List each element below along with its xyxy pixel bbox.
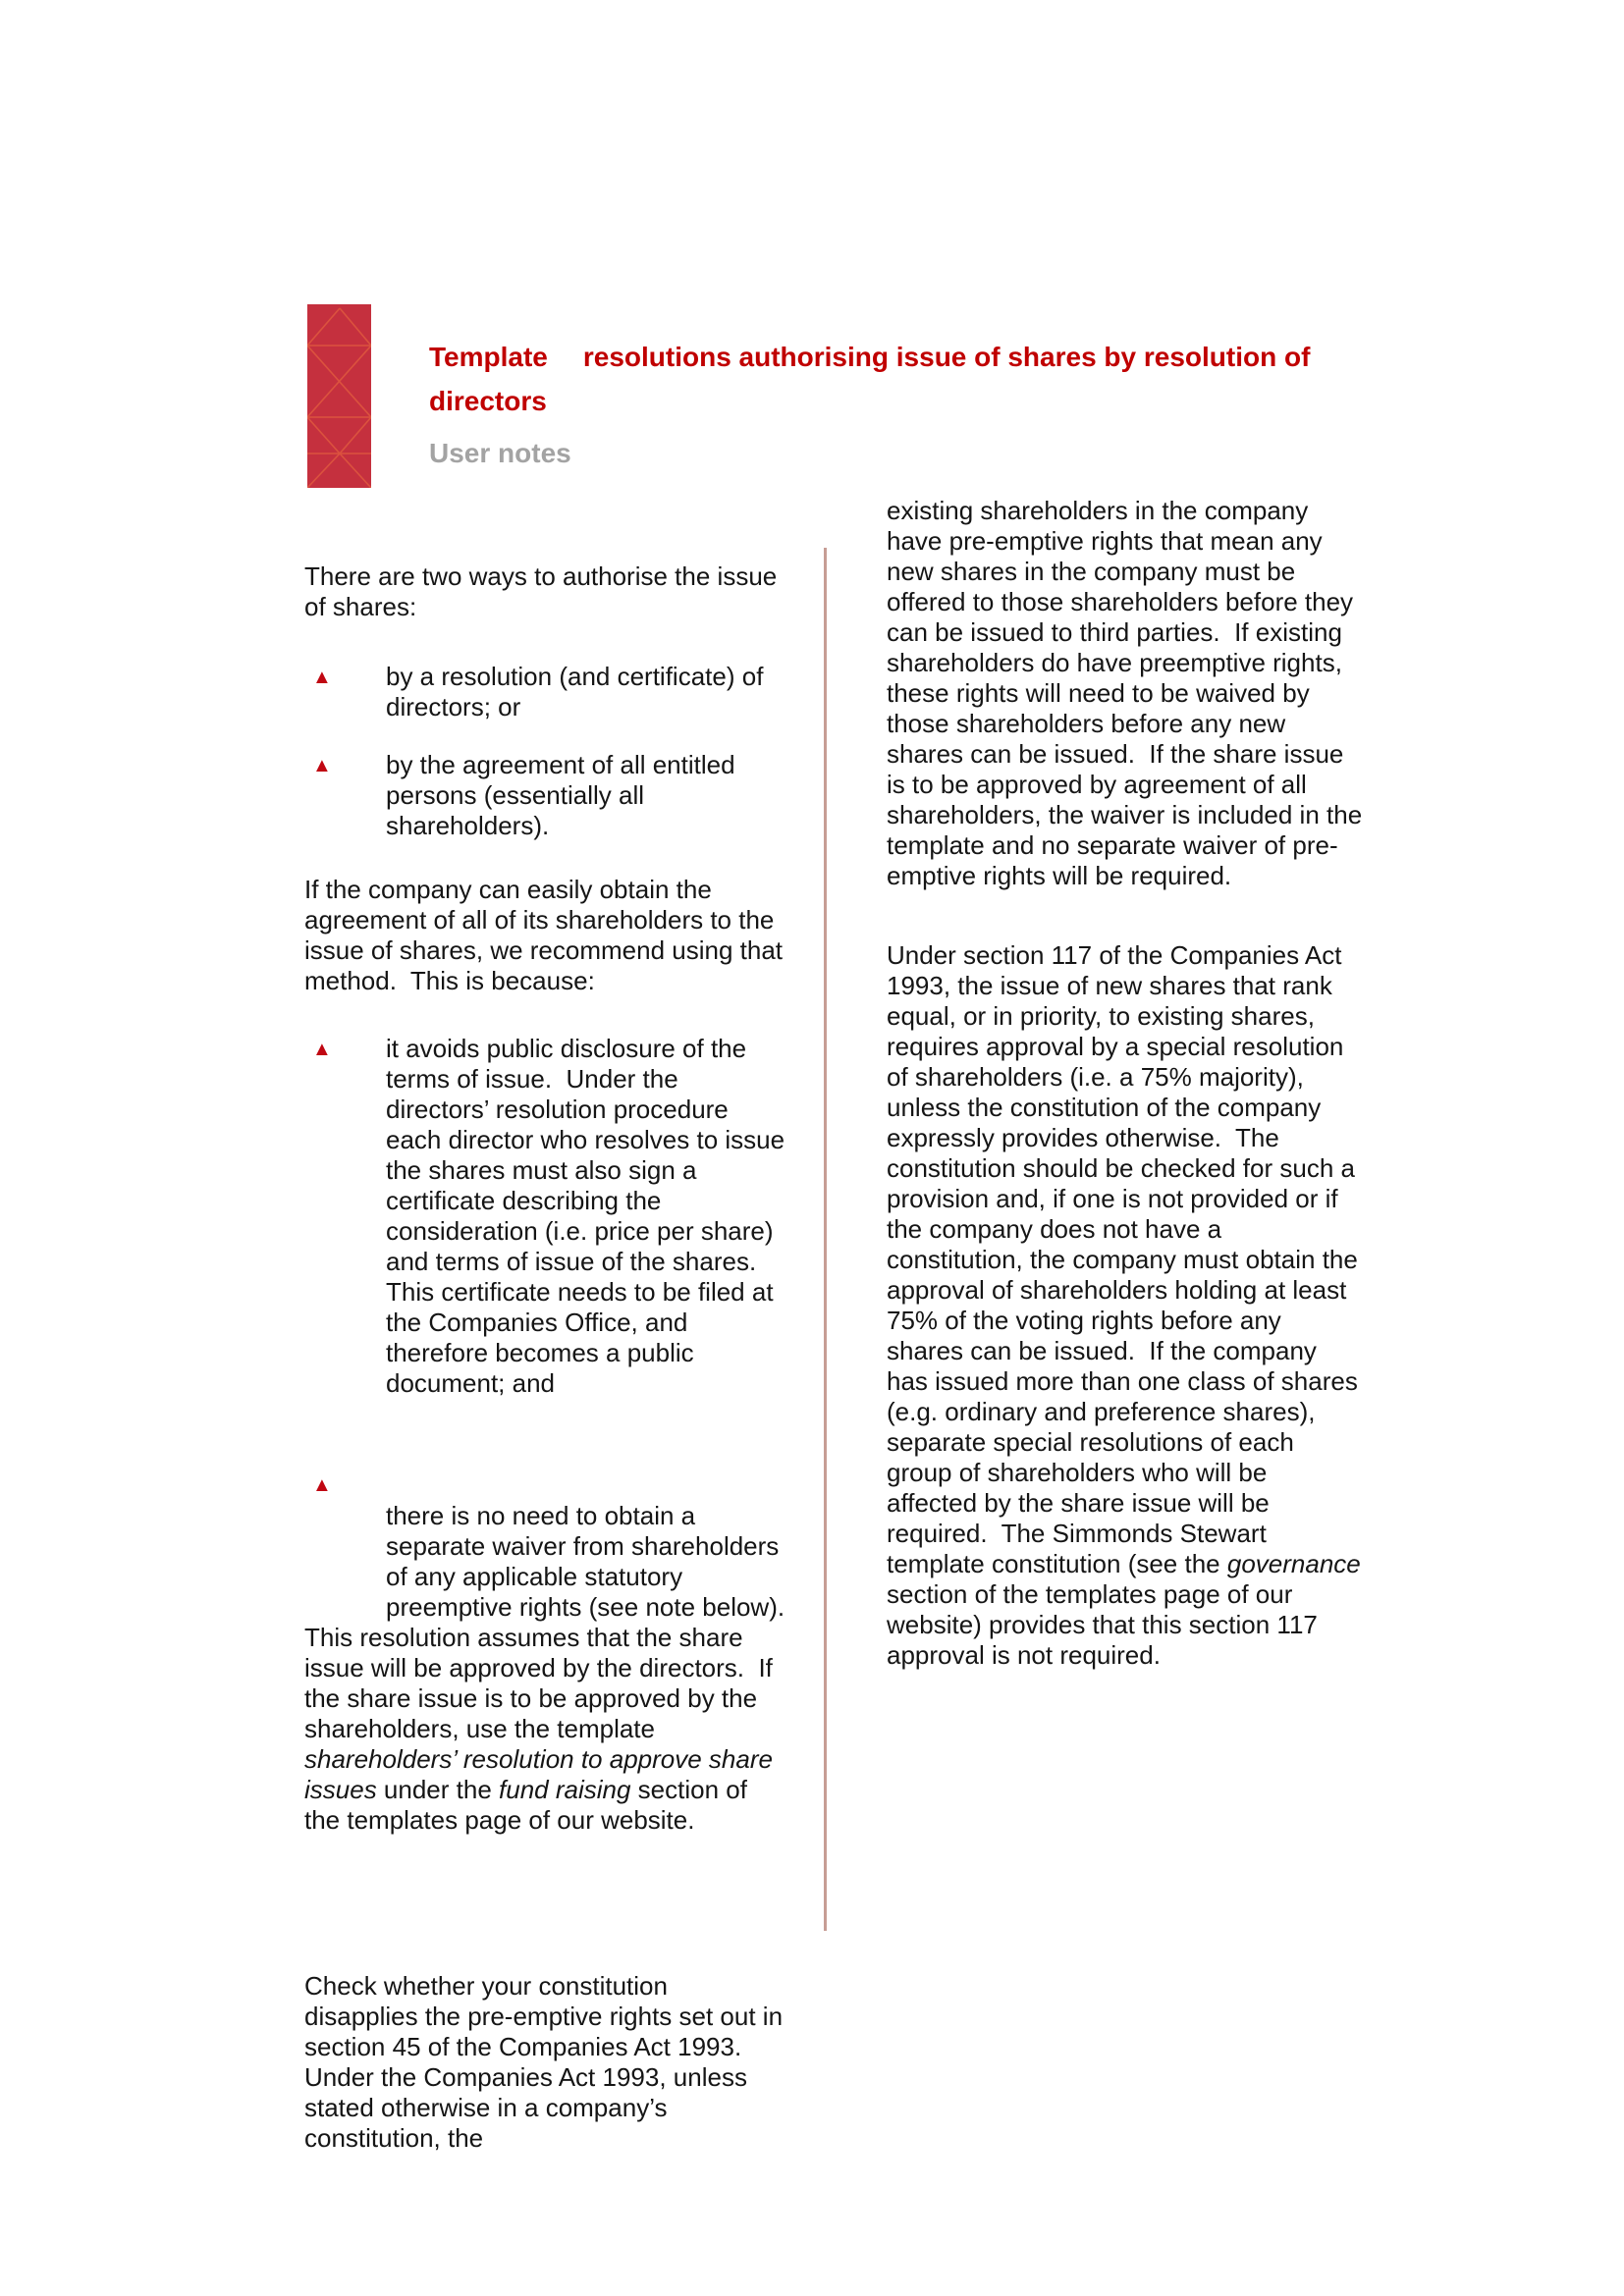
- section-name-italic: fund raising: [499, 1775, 631, 1804]
- title-rest-text: resolutions authorising issue of shares by resolution of: [582, 342, 1311, 372]
- recommend-paragraph: If the company can easily obtain the agreement of all of its shareholders to the issue of shares, we recommend using that method. This is because:: [304, 875, 790, 995]
- text-run: This resolution assumes that the share issue will be approved by the directors. If the share issue is to be approved by the shareholders, use the template: [304, 1623, 781, 1743]
- triangle-bullet-icon: ▲: [312, 1474, 332, 1496]
- governance-italic: governance: [1226, 1549, 1361, 1578]
- intro-paragraph: There are two ways to authorise the issue of shares:: [304, 561, 785, 621]
- check-constitution-paragraph: Check whether your constitution disapplies the pre-emptive rights set out in section 45 of the Companies Act 1993. Under the Companies Act 1993, unless stated otherwise in a company’s constitution, the: [304, 1971, 790, 2153]
- text-run: under the: [376, 1775, 500, 1804]
- document-header: [429, 335, 1372, 475]
- preemptive-rights-paragraph: existing shareholders in the company have pre-emptive rights that mean any new shares in the company must be offered to those shareholders before they can be issued to third parties. If existing shareholders do have preemptive rights, these rights will need to be waived by those shareholders before any new shares can be issued. If the share issue is to be approved by agreement of all shareholders, the waiver is included in the template and no separate waiver of pre-emptive rights will be required.: [887, 496, 1370, 890]
- page-subtitle: User notes: [429, 438, 571, 468]
- bullet-text: it avoids public disclosure of the terms of issue. Under the directors’ resolution procedure each director who resolves to issue the shares must also sign a certificate describing the consideration (i.e. price per share) and terms of issue of the shares. This certificate needs to be filed at the Companies Office, and therefore becomes a public document; and: [386, 1034, 792, 1398]
- bullet-item-disclosure: [304, 1034, 792, 1399]
- triangle-bullet-icon: ▲: [312, 1039, 332, 1060]
- triangle-bullet-icon: ▲: [312, 667, 332, 688]
- section-117-paragraph: [887, 940, 1368, 1671]
- brand-logo: [307, 304, 371, 488]
- text-run: Under section 117 of the Companies Act 1993, the issue of new shares that rank equal, or in priority, to existing shares, requires approval by a special resolution of shareholders (i.e. a 75% majority), unless the constitution of the company expressly provides otherwise. The constitution should be checked for such a provision and, if one is not provided or if the company does not have a constitution, the company must obtain the approval of shareholders holding at least 75% of the voting rights before any shares can be issued. If the company has issued more than one class of shares (e.g. ordinary and preference shares), separate special resolutions of each group of shareholders who will be affected by the share issue will be required. The Simmonds Stewart template constitution (see the: [887, 940, 1366, 1578]
- bullet-text: by a resolution (and certificate) of directors; or: [386, 662, 771, 721]
- bullet-text: by the agreement of all entitled persons (essentially all shareholders).: [386, 750, 742, 840]
- page-title-line1: [429, 335, 1372, 379]
- triangle-bullet-icon: ▲: [312, 755, 332, 776]
- left-column: [304, 561, 792, 2154]
- template-name-italic: shareholders’ resolution to approve share issues: [304, 1744, 781, 1804]
- bullet-item-resolution: [304, 662, 787, 722]
- bullet-item-waiver: [304, 1470, 787, 1623]
- resolution-assumes-paragraph: [304, 1623, 787, 1836]
- bullet-text: there is no need to obtain a separate waiver from shareholders of any applicable statutory preemptive rights (see note below).: [386, 1501, 786, 1622]
- text-run: section of the templates page of our website.: [304, 1775, 755, 1835]
- title-template-label: Template: [429, 342, 548, 372]
- right-column: [887, 496, 1370, 1671]
- page-title-line2: directors: [429, 386, 547, 416]
- triangle-lattice-icon: [307, 304, 371, 488]
- bullet-item-agreement: [304, 750, 787, 841]
- column-divider: [824, 548, 827, 1931]
- text-run: section of the templates page of our website) provides that this section 117 approval is not required.: [887, 1549, 1368, 1670]
